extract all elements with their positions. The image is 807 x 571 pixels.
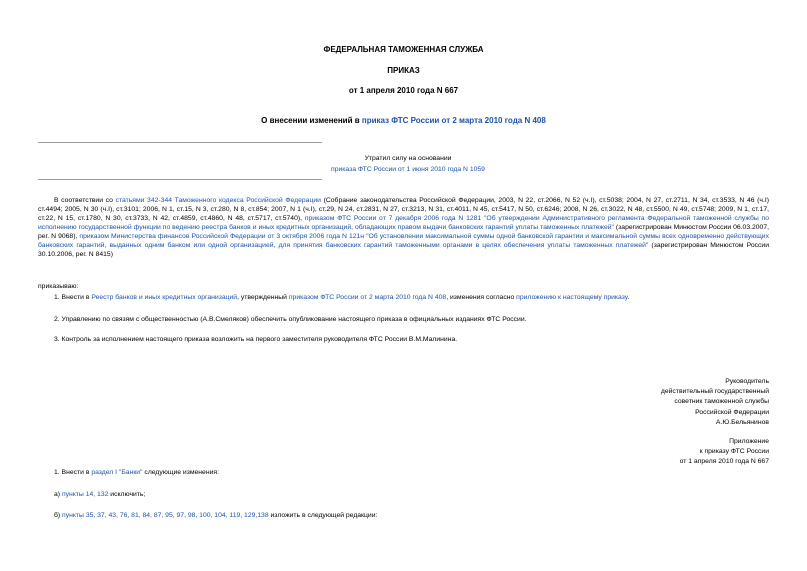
change-a-link-points[interactable]: пункты 14, 132: [61, 491, 109, 498]
item-1-text-1: 1. Внести в: [54, 294, 92, 301]
status-text: Утратил силу на основании: [364, 155, 452, 162]
doc-title: [0, 116, 807, 127]
preamble-text-4: (зарегистрирован Минюстом России 30.10.2006, рег. N 8415): [38, 241, 769, 258]
preamble-link-order-1281[interactable]: приказом ФТС России от 7 декабря 2006 года N 1281 "Об утверждении Административного регламента Федеральной таможенной службы по исполнению государственной функции по ведению реестра банков и иных кредитных организаций, обладающих правом выдачи банковских гарантий уплаты таможенных платежей": [38, 214, 769, 231]
item-2: 2. Управлению по связям с общественностью (А.В.Смеляков) обеспечить опубликование настоящего приказа в официальных изданиях ФТС России.: [54, 316, 527, 323]
preamble-text-1: В соответствии со: [54, 197, 116, 204]
change-b-link-points[interactable]: пункты 35, 37, 43, 76, 81, 84, 87, 95, 97, 98, 100, 104, 119, 129,138: [62, 512, 269, 519]
signature-line-2: действительный государственный: [660, 388, 769, 396]
change-1: [54, 469, 219, 478]
signature-line-4: Российской Федерации: [695, 408, 769, 416]
change-a: [54, 491, 145, 500]
preamble-paragraph: [38, 197, 769, 260]
signature-line-1: Руководитель: [725, 378, 769, 385]
item-1-link-appendix[interactable]: приложению к настоящему приказу: [516, 294, 628, 301]
doc-date-number: от 1 апреля 2010 года N 667: [348, 86, 459, 95]
change-b-text-2: изложить в следующей редакции:: [268, 512, 378, 519]
change-b: [54, 512, 377, 521]
divider-bottom: [38, 179, 322, 180]
signature-block: [661, 377, 769, 428]
preamble-link-order-121n[interactable]: приказом Министерства финансов Российской Федерации от 3 октября 2006 года N 121н "Об установлении максимальной суммы одной банковской гарантии и максимальной суммы всех одновременно действующих банковских гарантий, выданных одним банком или одной организацией, для принятия банковских гарантий таможенными органами в целях обеспечения уплаты таможенных платежей": [38, 232, 769, 249]
change-a-text-2: исключить;: [108, 491, 146, 498]
signature-name: А.Ю.Бельянинов: [715, 418, 769, 426]
doc-title-link[interactable]: приказ ФТС России от 2 марта 2010 года N 408: [361, 116, 546, 125]
change-1-text-1: 1. Внести в: [54, 469, 92, 476]
item-1-link-order-408[interactable]: приказом ФТС России от 2 марта 2010 года N 408: [288, 294, 447, 301]
appendix-line-3: от 1 апреля 2010 года N 667: [679, 458, 769, 466]
status-note: [320, 154, 496, 175]
change-1-text-2: следующие изменения:: [142, 469, 219, 476]
doc-type-heading: ПРИКАЗ: [387, 66, 420, 75]
item-1-link-registry[interactable]: Реестр банков и иных кредитных организаций: [91, 294, 238, 301]
change-a-text-1: а): [54, 491, 62, 498]
divider-top: [38, 142, 322, 143]
preamble-text-2: (Собрание законодательства Российской Федерации, 2003, N 22, ст.2066, N 52 (ч.I), ст.5038; 2004, N 27, ст.2711, N 34, ст.3533, N 46 (ч.I) ст.4494; 2005, N 30 (ч.I), ст.3101; 2006, N 1, ст.15, N 3, ст.280, N 8, ст.854; 2007, N 1 (ч.I), ст.29, N 24, ст.2831, N 27, ст.3213, N 31, ст.4011, N 45, ст.5417, N 50, ст.6246; 2008, N 26, ст.3022, N 48, ст.5500, N 49, ст.5748; 2009, N 1, ст.17, ст.22, N 15, ст.1780, N 30, ст.3733, N 42, ст.4859, ст.4860, N 48, ст.5717, ст.5740),: [38, 197, 769, 222]
item-1: [54, 294, 629, 303]
appendix-block: [680, 437, 769, 468]
preamble-text-3: (зарегистрирован Минюстом России 06.03.2007, рег. N 9068),: [38, 223, 769, 240]
item-1-text-3: , изменения согласно: [446, 294, 517, 301]
change-b-text-1: б): [54, 512, 63, 519]
signature-line-3: советник таможенной службы: [674, 398, 769, 406]
item-3: 3. Контроль за исполнением настоящего приказа возложить на первого заместителя руководителя ФТС России В.М.Малинина.: [54, 336, 458, 343]
order-word: приказываю:: [38, 283, 79, 290]
doc-title-prefix: О внесении изменений в: [261, 116, 362, 125]
preamble-link-customs-code[interactable]: статьями 342-344 Таможенного кодекса Российской Федерации: [115, 197, 321, 204]
change-1-link-section[interactable]: раздел I "Банки": [91, 469, 143, 476]
item-1-text-2: , утвержденный: [237, 294, 289, 301]
appendix-line-2: к приказу ФТС России: [699, 448, 769, 456]
item-1-text-4: .: [627, 294, 630, 301]
agency-heading: ФЕДЕРАЛЬНАЯ ТАМОЖЕННАЯ СЛУЖБА: [323, 45, 484, 54]
appendix-line-1: Приложение: [729, 438, 769, 445]
status-link[interactable]: приказа ФТС России от 1 июня 2010 года N 1059: [331, 165, 485, 173]
